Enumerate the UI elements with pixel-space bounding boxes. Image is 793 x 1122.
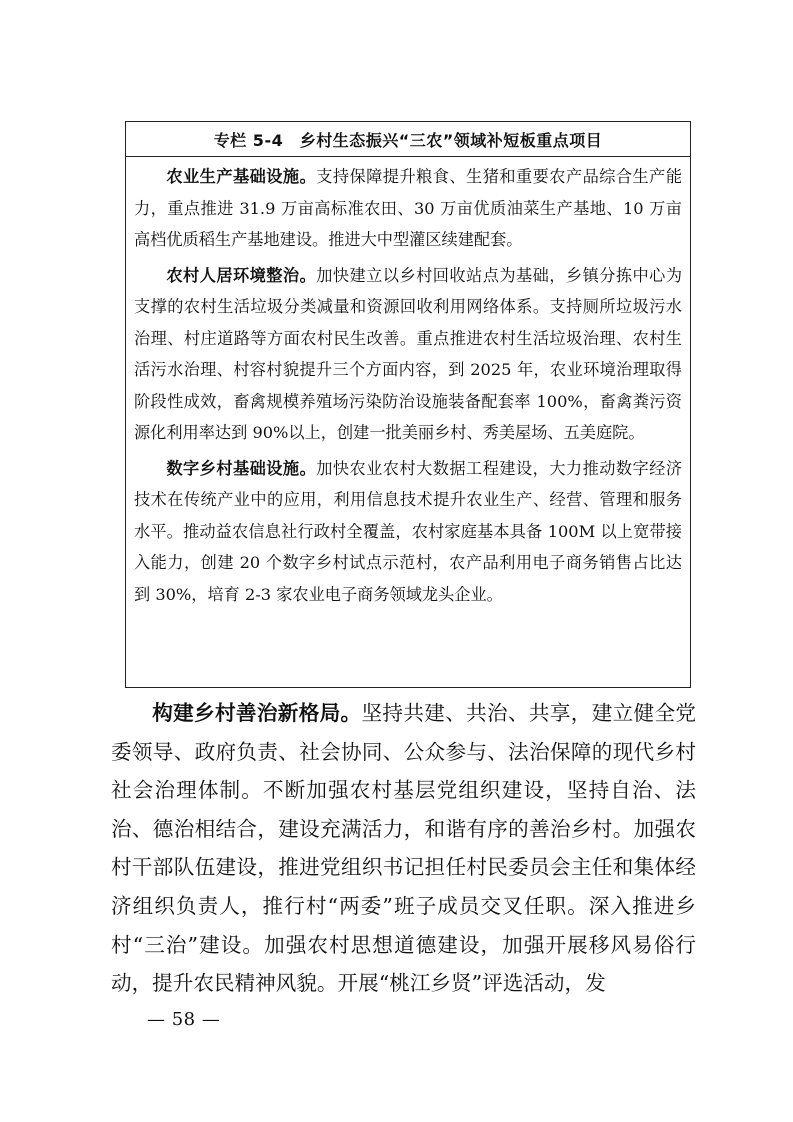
column-box-title: 专栏 5-4 乡村生态振兴“三农”领域补短板重点项目 (126, 122, 690, 157)
main-heading: 构建乡村善治新格局。 (152, 701, 362, 725)
section-text: 加快建立以乡村回收站点为基础，乡镇分拣中心为支撑的农村生活垃圾分类减量和资源回收利用网络体系。支持厕所垃圾污水治理、村庄道路等方面农村民生改善。重点推进农村生活垃圾治理、农村生活污水治理、村容村貌提升三个方面内容，到 2025 年，农业环境治理取得阶段性成效，畜禽规模养殖场污染防治设施装备配套率 100%，畜禽粪污资源化利用率达到 90%以上，创建一批美丽乡村、秀美屋场、五美庭院。 (134, 265, 682, 442)
section-heading: 农业生产基础设施。 (166, 167, 317, 186)
page-number: — 58 — (147, 1009, 221, 1030)
section-text: 支持保障提升粮食、生猪和重要农产品综合生产能力，重点推进 31.9 万亩高标准农田、30 万亩优质油菜生产基地、10 万亩高档优质稻生产基地建设。推进大中型灌区续建配套。 (134, 167, 682, 249)
section-heading: 数字乡村基础设施。 (166, 458, 317, 478)
section-living-environment (134, 260, 682, 449)
column-box-body (126, 157, 690, 610)
section-text: 加快农业农村大数据工程建设，大力推动数字经济技术在传统产业中的应用，利用信息技术提升农业生产、经营、管理和服务水平。推动益农信息社行政村全覆盖，农村家庭基本具备 100M 以上宽带接入能力，创建 20 个数字乡村试点示范村，农产品利用电子商务销售占比达到 30%，培育 2-3 家农业电子商务领域龙头企业。 (134, 458, 682, 604)
section-heading: 农村人居环境整治。 (166, 265, 317, 285)
section-agri-infrastructure (134, 161, 682, 256)
main-text: 坚持共建、共治、共享，建立健全党委领导、政府负责、社会协同、公众参与、法治保障的现代乡村社会治理体制。不断加强农村基层党组织建设，坚持自治、法治、德治相结合，建设充满活力，和谐有序的善治乡村。加强农村干部队伍建设，推进党组织书记担任村民委员会主任和集体经济组织负责人，推行村“两委”班子成员交叉任职。深入推进乡村“三治”建设。加强农村思想道德建设，加强开展移风易俗行动，提升农民精神风貌。开展“桃江乡贤”评选活动，发 (111, 701, 697, 996)
column-box (125, 121, 691, 688)
main-paragraph (111, 694, 696, 1003)
section-digital-village (134, 453, 682, 611)
